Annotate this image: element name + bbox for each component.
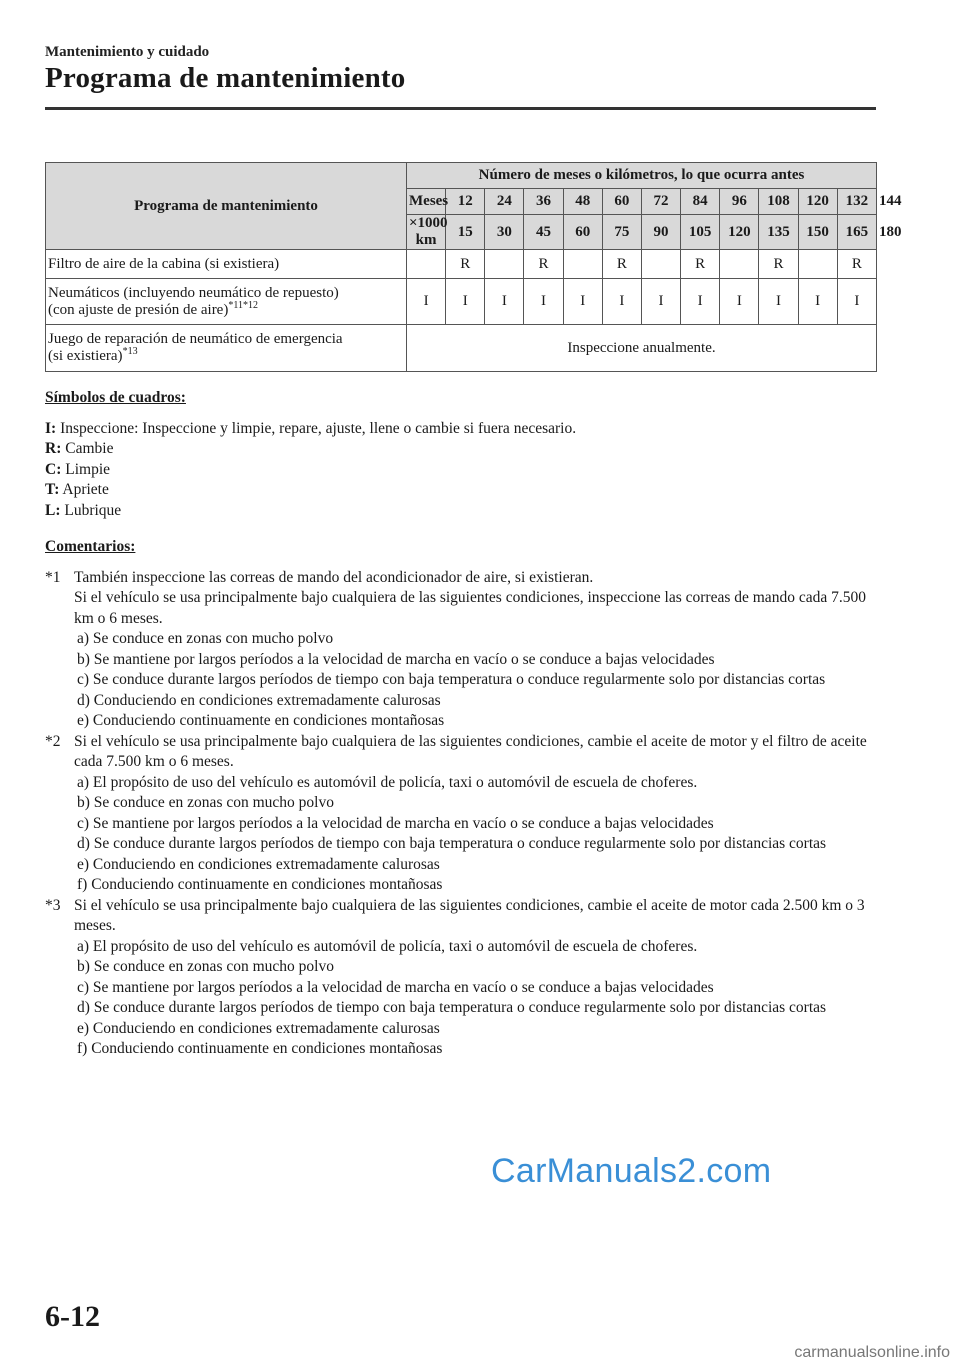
condition-item: d) Se conduce durante largos períodos de tiempo con baja temperatura o conduce regularmente solo por distancias cortas — [77, 999, 827, 1016]
schedule-cell — [407, 250, 446, 279]
schedule-cell: R — [837, 250, 876, 279]
symbols-heading: Símbolos de cuadros: — [45, 389, 186, 406]
condition-item: e) Conduciendo en condiciones extremadamente calurosas — [77, 1019, 440, 1037]
item-tires-line1: Neumáticos (incluyendo neumático de repuesto) — [48, 284, 339, 301]
interval-header: Número de meses o kilómetros, lo que ocurra antes — [407, 163, 877, 189]
condition-item: e) Conduciendo en condiciones extremadamente calurosas — [77, 855, 440, 873]
schedule-cell: I — [602, 279, 641, 325]
km-cell: 120 — [720, 215, 759, 250]
symbol-text: Lubrique — [64, 501, 122, 519]
schedule-cell — [641, 250, 680, 279]
symbol-text: Apriete — [62, 481, 109, 498]
condition-item: d) Se conduce durante largos períodos de tiempo con baja temperatura o conduce regularmente solo por distancias cortas — [77, 835, 827, 852]
table-row — [46, 325, 877, 372]
schedule-cell: I — [446, 279, 485, 325]
schedule-cell: R — [524, 250, 563, 279]
km-cell: 165 — [837, 215, 876, 250]
schedule-cell — [798, 250, 837, 279]
footer-watermark: carmanualsonline.info — [794, 1344, 950, 1361]
item-cabin-air-filter: Filtro de aire de la cabina (si existiera) — [46, 250, 407, 279]
month-cell: 120 — [798, 189, 837, 215]
item-tires-line2: (con ajuste de presión de aire) — [48, 301, 229, 318]
schedule-cell — [485, 250, 524, 279]
note-text: Si el vehículo se usa principalmente bajo cualquiera de las siguientes condiciones, inspeccione las correas de mando cada 7.500 km o 6 meses. — [74, 589, 866, 627]
schedule-cell: I — [485, 279, 524, 325]
page-number: 6-12 — [45, 1300, 100, 1333]
month-cell: 84 — [681, 189, 720, 215]
note-text: Si el vehículo se usa principalmente bajo cualquiera de las siguientes condiciones, cambie el aceite de motor cada 2.500 km o 3 meses. — [74, 896, 865, 934]
schedule-cell: I — [524, 279, 563, 325]
symbol-item — [45, 439, 885, 460]
km-cell: 90 — [641, 215, 680, 250]
symbol-key: R: — [45, 440, 62, 457]
schedule-cell: I — [798, 279, 837, 325]
condition-item: e) Conduciendo continuamente en condiciones montañosas — [77, 712, 445, 729]
annual-inspection-cell: Inspeccione anualmente. — [407, 325, 877, 372]
months-row: Meses 12 24 36 48 60 72 84 96 108 120 132 144 — [46, 189, 877, 215]
title-rule — [45, 107, 876, 110]
footnote-ref: *11*12 — [228, 299, 258, 311]
symbol-text: Inspeccione: Inspeccione y limpie, repare, ajuste, llene o cambie si fuera necesario. — [60, 419, 577, 437]
table-row — [46, 279, 877, 325]
condition-item: c) Se mantiene por largos períodos a la velocidad de marcha en vacío o se conduce a bajas velocidades — [77, 978, 714, 996]
schedule-cell: I — [759, 279, 798, 325]
watermark-logo: CarManuals2.com — [491, 1152, 772, 1190]
condition-item: c) Se mantiene por largos períodos a la velocidad de marcha en vacío o se conduce a bajas velocidades — [77, 814, 714, 832]
note-3 — [45, 896, 885, 1060]
page-title: Programa de mantenimiento — [45, 62, 406, 94]
table-header-row — [46, 163, 877, 189]
note-text: Si el vehículo se usa principalmente bajo cualquiera de las siguientes condiciones, cambie el aceite de motor y el filtro de aceite cada 7.500 km o 6 meses. — [74, 732, 867, 770]
schedule-cell — [563, 250, 602, 279]
km-label: ×1000 km — [407, 215, 446, 250]
schedule-cell — [720, 250, 759, 279]
maintenance-schedule-table — [45, 162, 902, 372]
condition-item: c) Se conduce durante largos períodos de tiempo con baja temperatura o conduce regularmente solo por distancias cortas — [77, 671, 826, 688]
km-cell: 60 — [563, 215, 602, 250]
condition-item: b) Se mantiene por largos períodos a la velocidad de marcha en vacío o se conduce a bajas velocidades — [77, 650, 715, 668]
symbol-text: Limpie — [65, 460, 111, 478]
schedule-cell: R — [602, 250, 641, 279]
item-repair-kit-line1: Juego de reparación de neumático de emergencia — [48, 331, 343, 347]
schedule-cell: I — [563, 279, 602, 325]
item-tire-repair-kit — [46, 325, 407, 372]
km-cell: 30 — [485, 215, 524, 250]
month-cell: 132 — [837, 189, 876, 215]
schedule-cell: I — [407, 279, 446, 325]
section-label: Mantenimiento y cuidado — [45, 44, 210, 60]
note-mark: *1 — [45, 568, 61, 586]
km-row: ×1000 km 15 30 45 60 75 90 105 120 135 150 165 180 — [46, 215, 877, 250]
schedule-cell: I — [641, 279, 680, 325]
schedule-cell: I — [720, 279, 759, 325]
km-cell: 75 — [602, 215, 641, 250]
condition-item: b) Se conduce en zonas con mucho polvo — [77, 794, 334, 811]
month-cell: 60 — [602, 189, 641, 215]
schedule-cell: R — [446, 250, 485, 279]
condition-item: b) Se conduce en zonas con mucho polvo — [77, 958, 334, 975]
schedule-cell: I — [681, 279, 720, 325]
km-cell: 15 — [446, 215, 485, 250]
month-cell: 96 — [720, 189, 759, 215]
condition-item: a) Se conduce en zonas con mucho polvo — [77, 630, 334, 647]
symbol-item — [45, 501, 885, 522]
symbol-key: L: — [45, 501, 61, 519]
month-cell: 24 — [485, 189, 524, 215]
month-cell: 12 — [446, 189, 485, 215]
months-label: Meses — [407, 189, 446, 215]
note-mark: *2 — [45, 732, 61, 750]
body-text — [45, 388, 885, 1060]
km-cell: 45 — [524, 215, 563, 250]
condition-item: a) El propósito de uso del vehículo es automóvil de policía, taxi o automóvil de escuela de choferes. — [77, 937, 698, 955]
table-row — [46, 250, 877, 279]
symbol-item — [45, 419, 885, 440]
note-text: También inspeccione las correas de mando del acondicionador de aire, si existieran. — [74, 568, 594, 586]
symbol-item — [45, 460, 885, 481]
condition-item: a) El propósito de uso del vehículo es automóvil de policía, taxi o automóvil de escuela de choferes. — [77, 773, 698, 791]
item-repair-kit-line2: (si existiera) — [48, 348, 123, 364]
symbol-text: Cambie — [65, 440, 114, 457]
note-1 — [45, 568, 885, 732]
note-2 — [45, 732, 885, 896]
month-cell: 72 — [641, 189, 680, 215]
note-mark: *3 — [45, 896, 61, 914]
km-cell: 135 — [759, 215, 798, 250]
schedule-cell: R — [759, 250, 798, 279]
symbol-item — [45, 480, 885, 501]
table-corner-header: Programa de mantenimiento — [46, 163, 407, 250]
condition-item: f) Conduciendo continuamente en condiciones montañosas — [77, 1040, 443, 1057]
km-cell: 150 — [798, 215, 837, 250]
km-cell: 105 — [681, 215, 720, 250]
month-cell: 36 — [524, 189, 563, 215]
condition-item: f) Conduciendo continuamente en condiciones montañosas — [77, 876, 443, 893]
comments-heading: Comentarios: — [45, 538, 136, 555]
month-cell: 48 — [563, 189, 602, 215]
item-tires — [46, 279, 407, 325]
month-cell: 108 — [759, 189, 798, 215]
symbol-key: I: — [45, 419, 57, 437]
condition-item: d) Conduciendo en condiciones extremadamente calurosas — [77, 691, 441, 709]
footnote-ref: *13 — [122, 346, 138, 357]
symbol-key: T: — [45, 481, 60, 498]
schedule-cell: R — [681, 250, 720, 279]
symbol-key: C: — [45, 460, 62, 478]
schedule-cell: I — [837, 279, 876, 325]
